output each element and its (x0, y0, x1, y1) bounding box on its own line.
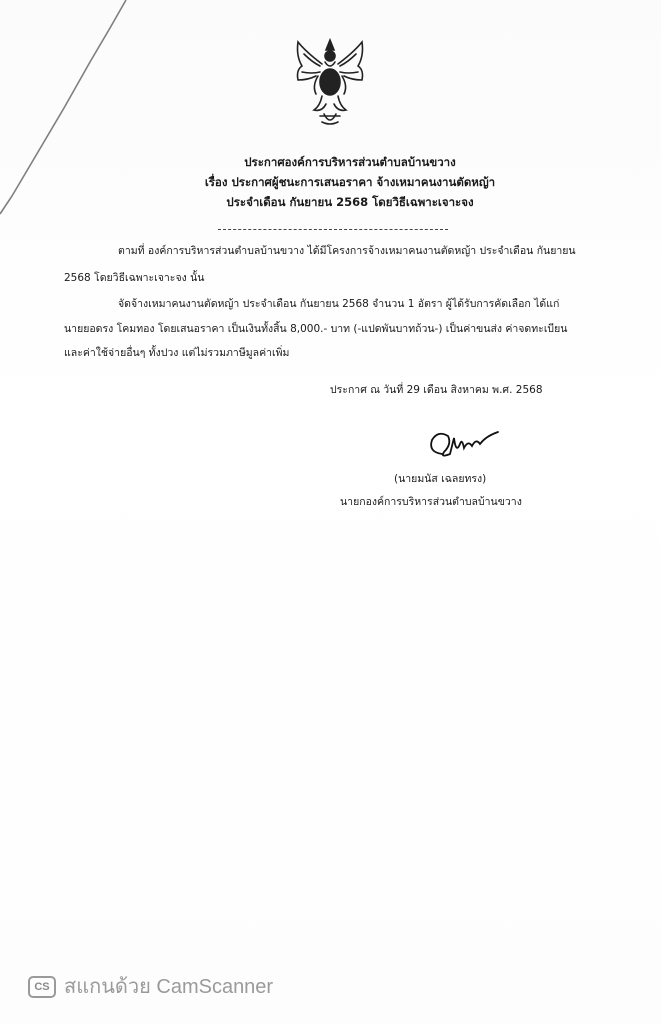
garuda-emblem-icon (292, 36, 368, 128)
announcement-date: ประกาศ ณ วันที่ 29 เดือน สิงหาคม พ.ศ. 2568 (330, 384, 543, 396)
signer-name: (นายมนัส เฉลยทรง) (394, 473, 487, 485)
paragraph-2-line-1: จัดจ้างเหมาคนงานตัดหญ้า ประจำเดือน กันยายน 2568 จำนวน 1 อัตรา ผู้ได้รับการคัดเลือก ได้แก่ (118, 298, 560, 310)
announcement-period: ประจำเดือน กันยายน 2568 โดยวิธีเฉพาะเจาะจง (226, 195, 474, 209)
paragraph-2-line-3: และค่าใช้จ่ายอื่นๆ ทั้งปวง แต่ไม่รวมภาษีมูลค่าเพิ่ม (64, 347, 290, 359)
paragraph-1-line-1: ตามที่ องค์การบริหารส่วนตำบลบ้านขวาง ได้มีโครงการจ้างเหมาคนงานตัดหญ้า ประจำเดือน กันยายน (118, 245, 576, 257)
paragraph-1-line-2: 2568 โดยวิธีเฉพาะเจาะจง นั้น (64, 272, 205, 284)
handwritten-signature (424, 424, 504, 468)
signer-title: นายกองค์การบริหารส่วนตำบลบ้านขวาง (340, 496, 522, 508)
paragraph-2-line-2: นายยอดรง โคมทอง โดยเสนอราคา เป็นเงินทั้งสิ้น 8,000.- บาท (-แปดพันบาทถ้วน-) เป็นค่าขนส่ง ค่าจดทะเบียน (64, 323, 568, 335)
announcement-subject: เรื่อง ประกาศผู้ชนะการเสนอราคา จ้างเหมาคนงานตัดหญ้า (204, 175, 496, 189)
camscanner-logo-icon: CS (28, 976, 56, 998)
page-fold-shadow (0, 0, 130, 220)
camscanner-watermark: สแกนด้วย CamScanner (64, 976, 274, 998)
header-divider (218, 229, 448, 230)
announcement-title: ประกาศองค์การบริหารส่วนตำบลบ้านขวาง (244, 155, 456, 169)
